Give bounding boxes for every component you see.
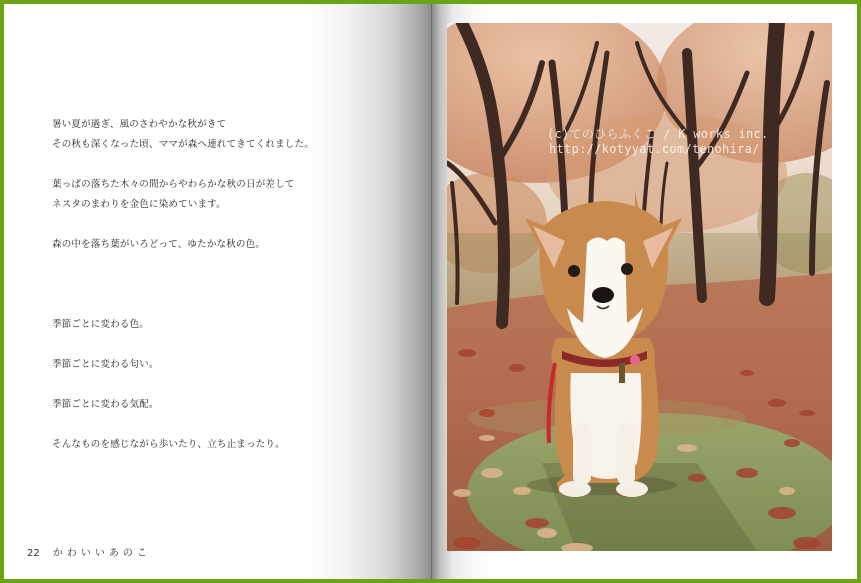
story-line: 季節ごとに変わる色。 — [52, 319, 150, 330]
left-page — [4, 4, 432, 579]
story-line: 季節ごとに変わる気配。 — [52, 399, 159, 410]
photo-illustration — [447, 23, 832, 551]
story-line: その秋も深くなった頃、ママが森へ連れてきてくれました。 — [52, 139, 314, 150]
book-title: かわいいあのこ — [52, 548, 151, 559]
page-footer — [27, 544, 151, 559]
story-line: 森の中を落ち葉がいろどって、ゆたかな秋の色。 — [52, 239, 266, 250]
story-line: 葉っぱの落ちた木々の間からやわらかな秋の日が差して — [52, 179, 295, 190]
story-line: ネスタのまわりを金色に染めています。 — [52, 199, 226, 210]
story-line: そんなものを感じながら歩いたり、立ち止まったり。 — [52, 439, 285, 450]
url-watermark: http://kotyyat.com/tenohira/ — [549, 142, 760, 156]
copyright-watermark: (c)てのひらふくこ / K works inc. — [547, 127, 769, 141]
corgi-photo — [447, 23, 832, 551]
story-line: 季節ごとに変わる匂い。 — [52, 359, 159, 370]
page-number: 22 — [27, 548, 40, 559]
story-line: 暑い夏が過ぎ、風のさわやかな秋がきて — [52, 119, 227, 130]
